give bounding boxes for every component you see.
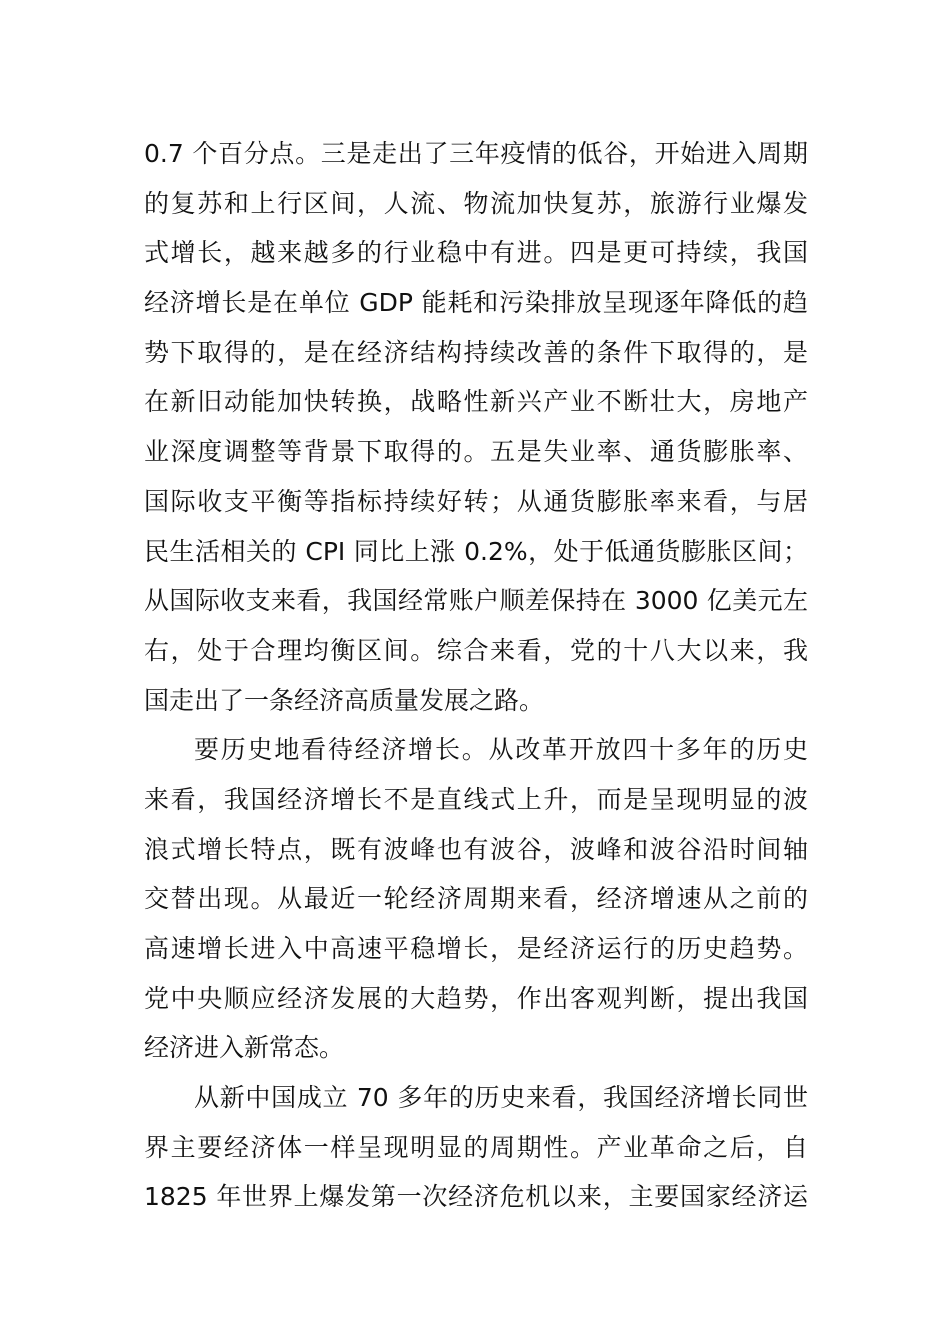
text-line: 1825 年世界上爆发第一次经济危机以来，主要国家经济运 — [144, 1182, 808, 1212]
text-line: 式增长，越来越多的行业稳中有进。四是更可持续，我国 — [144, 238, 808, 268]
text-line: 经济进入新常态。 — [144, 1033, 345, 1063]
text-line: 国走出了一条经济高质量发展之路。 — [144, 685, 545, 715]
text-line: 民生活相关的 CPI 同比上涨 0.2%，处于低通货膨胀区间； — [144, 536, 808, 566]
text-line: 从国际收支来看，我国经常账户顺差保持在 3000 亿美元左 — [144, 586, 808, 616]
text-line: 来看，我国经济增长不是直线式上升，而是呈现明显的波 — [144, 784, 808, 814]
text-line: 党中央顺应经济发展的大趋势，作出客观判断，提出我国 — [144, 983, 808, 1013]
text-line: 高速增长进入中高速平稳增长，是经济运行的历史趋势。 — [144, 934, 808, 963]
text-line: 右，处于合理均衡区间。综合来看，党的十八大以来，我 — [144, 635, 808, 665]
text-line: 国际收支平衡等指标持续好转；从通货膨胀率来看，与居 — [144, 486, 808, 516]
paragraph-start-line: 要历史地看待经济增长。从改革开放四十多年的历史 — [194, 735, 808, 765]
text-line: 0.7 个百分点。三是走出了三年疫情的低谷，开始进入周期 — [144, 139, 808, 168]
text-line: 浪式增长特点，既有波峰也有波谷，波峰和波谷沿时间轴 — [144, 834, 808, 864]
text-line: 交替出现。从最近一轮经济周期来看，经济增速从之前的 — [144, 884, 808, 914]
text-line: 界主要经济体一样呈现明显的周期性。产业革命之后，自 — [144, 1132, 808, 1162]
paragraph-start-line: 从新中国成立 70 多年的历史来看，我国经济增长同世 — [194, 1083, 808, 1113]
text-line: 经济增长是在单位 GDP 能耗和污染排放呈现逐年降低的趋 — [144, 288, 808, 318]
text-line: 在新旧动能加快转换，战略性新兴产业不断壮大，房地产 — [144, 387, 808, 417]
body-text — [144, 129, 808, 1222]
text-line: 业深度调整等背景下取得的。五是失业率、通货膨胀率、 — [144, 437, 808, 467]
text-line: 的复苏和上行区间，人流、物流加快复苏，旅游行业爆发 — [144, 188, 808, 218]
text-line: 势下取得的，是在经济结构持续改善的条件下取得的，是 — [144, 337, 808, 367]
